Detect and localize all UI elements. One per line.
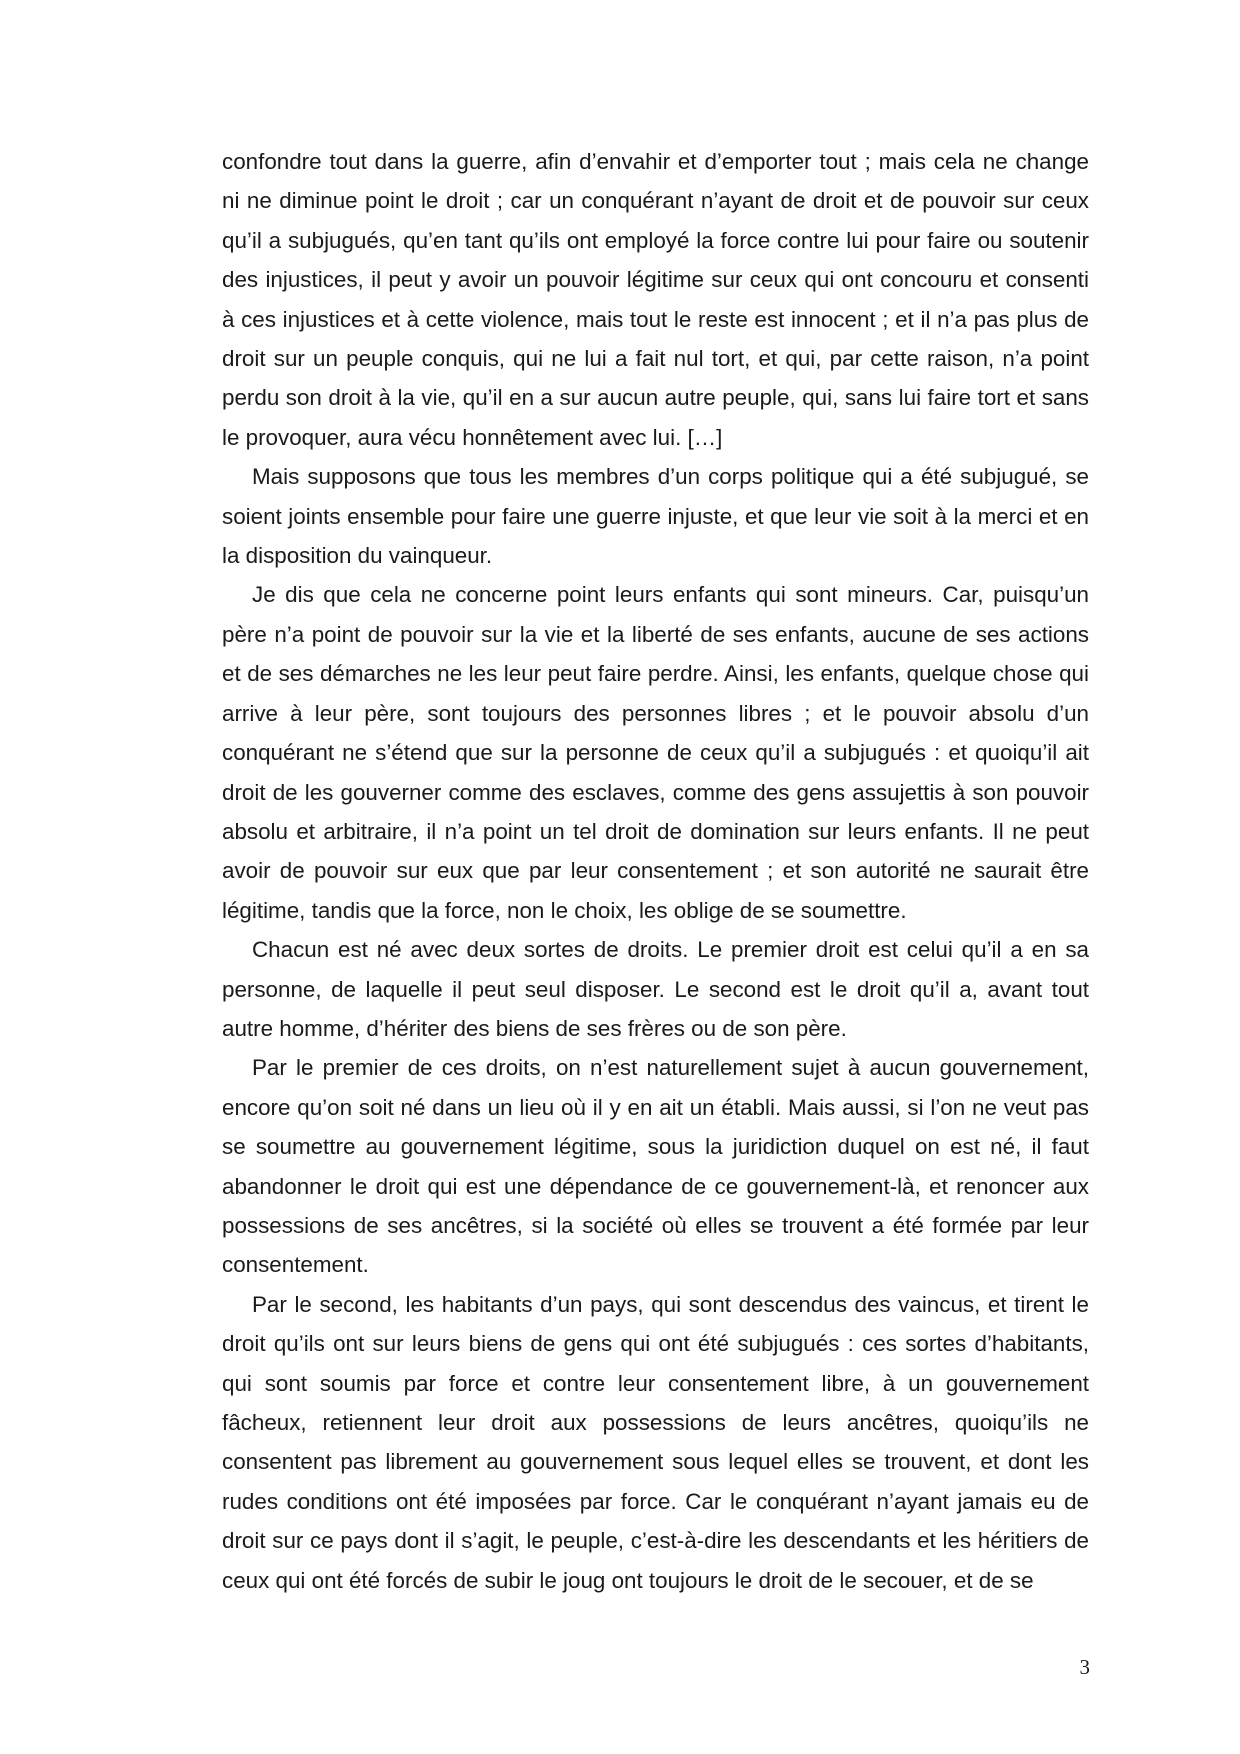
paragraph-4: Chacun est né avec deux sortes de droits. Le premier droit est celui qu’il a en sa personne, de laquelle il peut seul disposer. Le second est le droit qu’il a, avant tout autre homme, d’hériter des biens de ses frères ou de son père. <box>222 937 1089 1041</box>
paragraph-1: confondre tout dans la guerre, afin d’envahir et d’emporter tout ; mais cela ne change ni ne diminue point le droit ; car un conquérant n’ayant de droit et de pouvoir sur ceux qu’il a subjugués, qu’en tant qu’ils ont employé la force contre lui pour faire ou soutenir des injustices, il peut y avoir un pouvoir légitime sur ceux qui ont concouru et consenti à ces injustices et à cette violence, mais tout le reste est innocent ; et il n’a pas plus de droit sur un peuple conquis, qui ne lui a fait nul tort, et qui, par cette raison, n’a point perdu son droit à la vie, qu’il en a sur aucun autre peuple, qui, sans lui faire tort et sans le provoquer, aura vécu honnêtement avec lui. […] <box>222 149 1089 450</box>
page-number: 3 <box>1079 1655 1090 1679</box>
paragraph-6: Par le second, les habitants d’un pays, qui sont descendus des vaincus, et tirent le droit qu’ils ont sur leurs biens de gens qui ont été subjugués : ces sortes d’habitants, qui sont soumis par force et contre leur consentement libre, à un gouvernement fâcheux, retiennent leur droit aux possessions de leurs ancêtres, quoiqu’ils ne consentent pas librement au gouvernement sous lequel elles se trouvent, et dont les rudes conditions ont été imposées par force. Car le conquérant n’ayant jamais eu de droit sur ce pays dont il s’agit, le peuple, c’est-à-dire les descendants et les héritiers de ceux qui ont été forcés de subir le joug ont toujours le droit de le secouer, et de se <box>222 1291 1089 1593</box>
paragraph-5: Par le premier de ces droits, on n’est naturellement sujet à aucun gouvernement, encore qu’on soit né dans un lieu où il y en ait un établi. Mais aussi, si l’on ne veut pas se soumettre au gouvernement légitime, sous la juridiction duquel on est né, il faut abandonner le droit qui est une dépendance de ce gouvernement-là, et renoncer aux possessions de ses ancêtres, si la société où elles se trouvent a été formée par leur consentement. <box>222 1055 1089 1278</box>
body-text <box>222 142 1089 1600</box>
paragraph-3: Je dis que cela ne concerne point leurs enfants qui sont mineurs. Car, puisqu’un père n’a point de pouvoir sur la vie et la liberté de ses enfants, aucune de ses actions et de ses démarches ne les leur peut faire perdre. Ainsi, les enfants, quelque chose qui arrive à leur père, sont toujours des personnes libres ; et le pouvoir absolu d’un conquérant ne s’étend que sur la personne de ceux qu’il a subjugués : et quoiqu’il ait droit de les gouverner comme des esclaves, comme des gens assujettis à son pouvoir absolu et arbitraire, il n’a point un tel droit de domination sur leurs enfants. Il ne peut avoir de pouvoir sur eux que par leur consentement ; et son autorité ne saurait être légitime, tandis que la force, non le choix, les oblige de se soumettre. <box>222 582 1089 923</box>
paragraph-2: Mais supposons que tous les membres d’un corps politique qui a été subjugué, se soient joints ensemble pour faire une guerre injuste, et que leur vie soit à la merci et en la disposition du vainqueur. <box>222 464 1089 569</box>
